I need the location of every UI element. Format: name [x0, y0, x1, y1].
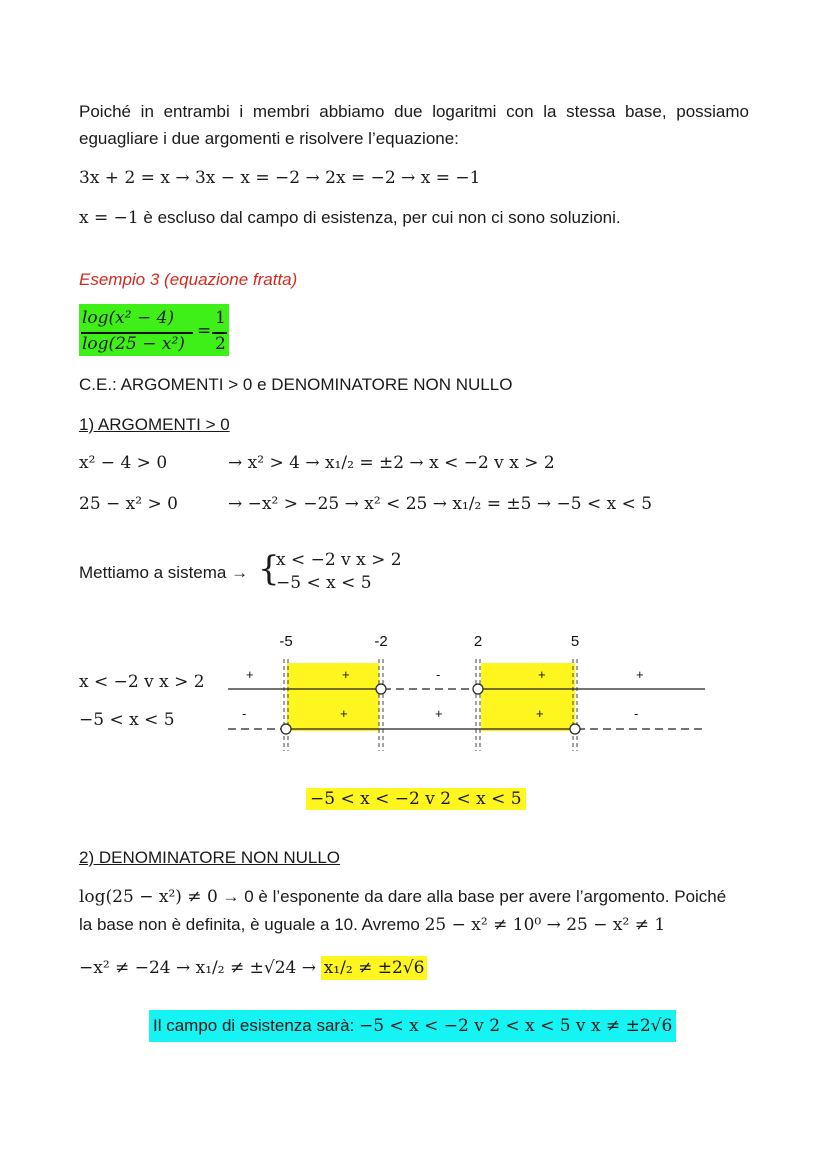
open-point-2 — [473, 684, 483, 694]
system-line1: x < −2 v x > 2 — [276, 550, 402, 570]
row1-right: → x² > 4 → x₁/₂ = ±2 → x < −2 v x > 2 — [228, 453, 555, 473]
equals-sign: = — [197, 321, 212, 341]
row2-sign-1: - — [242, 706, 247, 721]
row2-right: → −x² > −25 → x² < 25 → x₁/₂ = ±5 → −5 < x < 5 — [228, 494, 653, 514]
section2-line2 — [79, 915, 665, 935]
section2-line1-text: → 0 è l’esponente da dare alla base per avere l’argomento. Poiché — [217, 887, 727, 906]
section2-line1 — [79, 887, 726, 907]
section2-line3-math: −x² ≠ −24 → x₁/₂ ≠ ±√24 → — [79, 958, 316, 978]
fraction-numerator: log(x² − 4) — [82, 308, 175, 328]
row1-sign-4: + — [538, 667, 546, 682]
tick-label-minus2: -2 — [374, 633, 388, 650]
row2-sign-5: - — [634, 706, 639, 721]
open-point-5 — [570, 724, 580, 734]
example-title: Esempio 3 (equazione fratta) — [79, 270, 298, 289]
equation-chain: 3x + 2 = x → 3x − x = −2 → 2x = −2 → x = −1 — [79, 168, 481, 188]
rhs-numerator: 1 — [215, 308, 226, 328]
highlight-region-right — [481, 663, 575, 731]
row2-sign-2: + — [340, 706, 348, 721]
system-brace: { — [258, 549, 280, 589]
section2-line2-math: 25 − x² ≠ 10⁰ → 25 − x² ≠ 1 — [424, 915, 666, 935]
row1-sign-5: + — [636, 667, 644, 682]
ce-line: C.E.: ARGOMENTI > 0 e DENOMINATORE NON NULLO — [79, 375, 513, 394]
conclusion-text: è escluso dal campo di esistenza, per cui non ci sono soluzioni. — [138, 208, 621, 227]
row2-left: 25 − x² > 0 — [79, 494, 178, 514]
section2-heading: 2) DENOMINATORE NON NULLO — [79, 848, 341, 867]
final-domain-box — [149, 1010, 676, 1042]
conclusion-line — [79, 208, 621, 228]
row1-sign-2: + — [342, 667, 350, 682]
section2-line2-text: la base non è definita, è uguale a 10. Avremo — [79, 915, 425, 934]
highlight-region-left — [287, 663, 379, 731]
open-point-minus2 — [376, 684, 386, 694]
equation-highlight — [79, 304, 229, 356]
section2-line3-result: x₁/₂ ≠ ±2√6 — [321, 956, 428, 980]
conclusion-math: x = −1 — [79, 208, 139, 228]
open-point-minus5 — [281, 724, 291, 734]
tick-label-5: 5 — [570, 633, 580, 650]
section1-heading: 1) ARGOMENTI > 0 — [79, 415, 230, 434]
chart-result: −5 < x < −2 v 2 < x < 5 — [306, 788, 526, 810]
rhs-denominator: 2 — [215, 334, 226, 354]
chart-row1-label: x < −2 v x > 2 — [79, 672, 205, 692]
sign-chart — [220, 625, 720, 760]
fraction-denominator: log(25 − x²) — [82, 334, 185, 354]
system-label: Mettiamo a sistema → — [79, 563, 249, 582]
row1-sign-3: - — [436, 667, 441, 682]
section2-line3 — [79, 958, 427, 978]
row2-sign-3: + — [435, 706, 443, 721]
section2-line1-math: log(25 − x²) ≠ 0 — [79, 887, 218, 907]
system-line2: −5 < x < 5 — [276, 573, 372, 593]
row2-sign-4: + — [536, 706, 544, 721]
intro-paragraph: Poiché in entrambi i membri abbiamo due logaritmi con la stessa base, possiamo eguagliare i due argomenti e risolvere l’equazione: — [79, 102, 749, 148]
final-math: −5 < x < −2 v 2 < x < 5 v x ≠ ±2√6 — [358, 1016, 673, 1036]
tick-label-2: 2 — [473, 633, 483, 650]
final-label: Il campo di esistenza sarà: — [153, 1016, 359, 1035]
row1-left: x² − 4 > 0 — [79, 453, 168, 473]
row1-sign-1: + — [246, 667, 254, 682]
chart-row2-label: −5 < x < 5 — [79, 710, 175, 730]
tick-label-minus5: -5 — [279, 633, 293, 650]
